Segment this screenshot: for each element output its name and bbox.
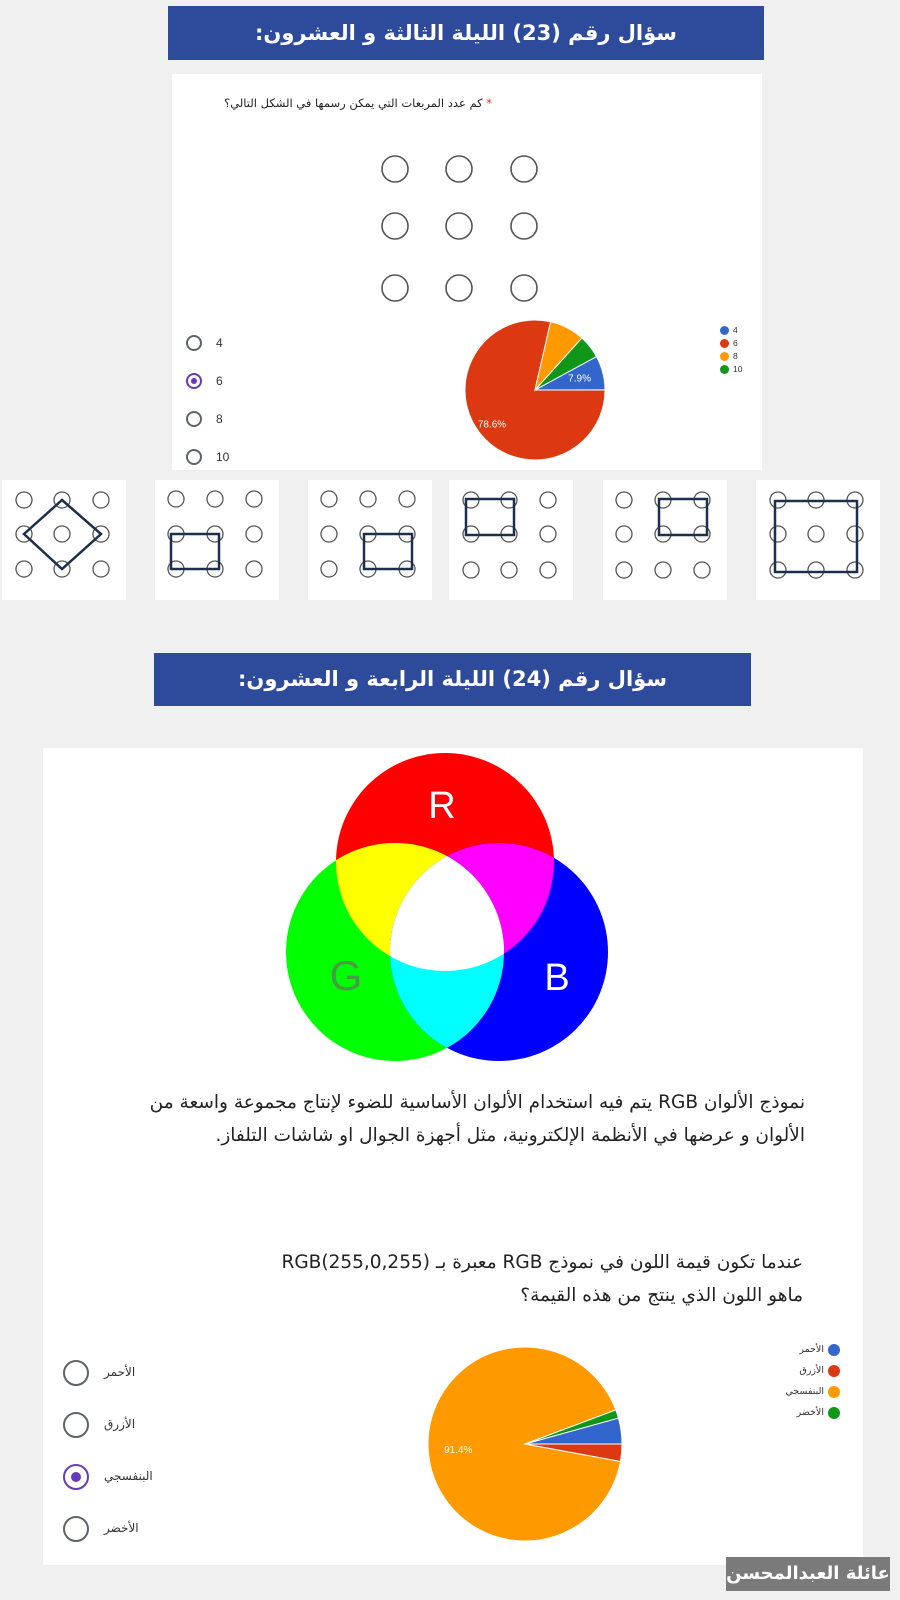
legend-swatch	[828, 1386, 840, 1398]
footer-watermark: عائلة العبدالمحسن	[726, 1557, 890, 1591]
radio-button-selected[interactable]	[63, 1464, 89, 1490]
legend-swatch	[720, 339, 729, 348]
legend-swatch	[720, 326, 729, 335]
option-label: البنفسجي	[104, 1469, 153, 1483]
grid-dot	[382, 156, 408, 182]
thumb-big-square	[756, 480, 880, 600]
q23-question-text: كم عدد المربعات التي يمكن رسمها في الشكل التالي؟	[224, 96, 483, 110]
legend-label: 10	[733, 364, 743, 374]
radio-button[interactable]	[63, 1516, 89, 1542]
radio-button[interactable]	[186, 411, 202, 427]
legend-label: 8	[733, 351, 738, 361]
legend-entry	[720, 363, 742, 376]
letter-b: B	[544, 957, 570, 999]
legend-label: الأزرق	[799, 1365, 824, 1376]
option-label: الأحمر	[104, 1365, 136, 1379]
thumb-square-bottom-left	[155, 480, 279, 600]
option-label: 6	[216, 374, 223, 388]
grid-dot	[511, 275, 537, 301]
legend-label: 6	[733, 338, 738, 348]
legend-entry	[720, 337, 742, 350]
q23-dot-grid	[172, 74, 762, 314]
legend-entry	[720, 324, 742, 337]
letter-g: G	[329, 952, 363, 999]
q23-legend	[720, 324, 742, 376]
legend-entry	[785, 1363, 840, 1384]
pie-data-label-2: 91.4%	[444, 1444, 473, 1456]
q24-banner: سؤال رقم (24) الليلة الرابعة و العشرون:	[154, 653, 751, 706]
legend-label: الأحمر	[799, 1344, 824, 1355]
thumb-square-bottom-right	[308, 480, 432, 600]
q24-card	[43, 748, 863, 1565]
q23-banner: سؤال رقم (23) الليلة الثالثة و العشرون:	[168, 6, 764, 60]
grid-dot	[446, 275, 472, 301]
option-label: 10	[216, 450, 230, 464]
grid-dot	[446, 156, 472, 182]
required-mark: *	[486, 96, 492, 110]
grid-dot	[511, 213, 537, 239]
legend-label: 4	[733, 325, 738, 335]
pie-data-label-0: 7.9%	[568, 373, 591, 385]
legend-swatch	[828, 1365, 840, 1377]
thumb-diamond	[2, 480, 126, 600]
rgb-venn-diagram	[43, 748, 863, 1078]
legend-label: الأخضر	[796, 1407, 824, 1418]
radio-button-selected[interactable]	[186, 373, 202, 389]
pie-data-label-1: 78.6%	[477, 419, 507, 431]
rgb-explanation: نموذج الألوان RGB يتم فيه استخدام الألوان الأساسية للضوء لإنتاج مجموعة واسعة من الألوان و عرضها في الأنظمة الإلكترونية، مثل أجهزة الجوال او شاشات التلفاز.	[149, 1092, 805, 1146]
grid-dot	[511, 156, 537, 182]
legend-swatch	[828, 1407, 840, 1419]
radio-button[interactable]	[186, 449, 202, 465]
option-label: 8	[216, 412, 223, 426]
grid-dot	[382, 213, 408, 239]
letter-r: R	[428, 785, 456, 827]
grid-dot	[382, 275, 408, 301]
q23-pie-chart	[462, 320, 622, 480]
radio-button[interactable]	[63, 1360, 89, 1386]
option-label: الأخضر	[104, 1521, 139, 1535]
grid-dot	[446, 213, 472, 239]
option-label: 4	[216, 336, 223, 350]
radio-button[interactable]	[63, 1412, 89, 1438]
q24-legend	[785, 1342, 840, 1426]
q24-question-line1: عندما تكون قيمة اللون في نموذج RGB معبرة بـ (RGB(255,0,255	[281, 1252, 803, 1273]
q24-pie-chart	[425, 1344, 625, 1544]
legend-entry	[785, 1342, 840, 1363]
legend-swatch	[720, 352, 729, 361]
thumb-square-top-left	[449, 480, 573, 600]
legend-entry	[720, 350, 742, 363]
legend-swatch	[828, 1344, 840, 1356]
option-label: الأزرق	[104, 1417, 136, 1431]
q24-question-line2: ماهو اللون الذي ينتج من هذه القيمة؟	[520, 1285, 803, 1306]
legend-label: البنفسجي	[785, 1386, 824, 1397]
q23-card	[172, 74, 762, 470]
legend-entry	[785, 1405, 840, 1426]
radio-button[interactable]	[186, 335, 202, 351]
legend-entry	[785, 1384, 840, 1405]
thumb-square-top-right	[603, 480, 727, 600]
legend-swatch	[720, 365, 729, 374]
